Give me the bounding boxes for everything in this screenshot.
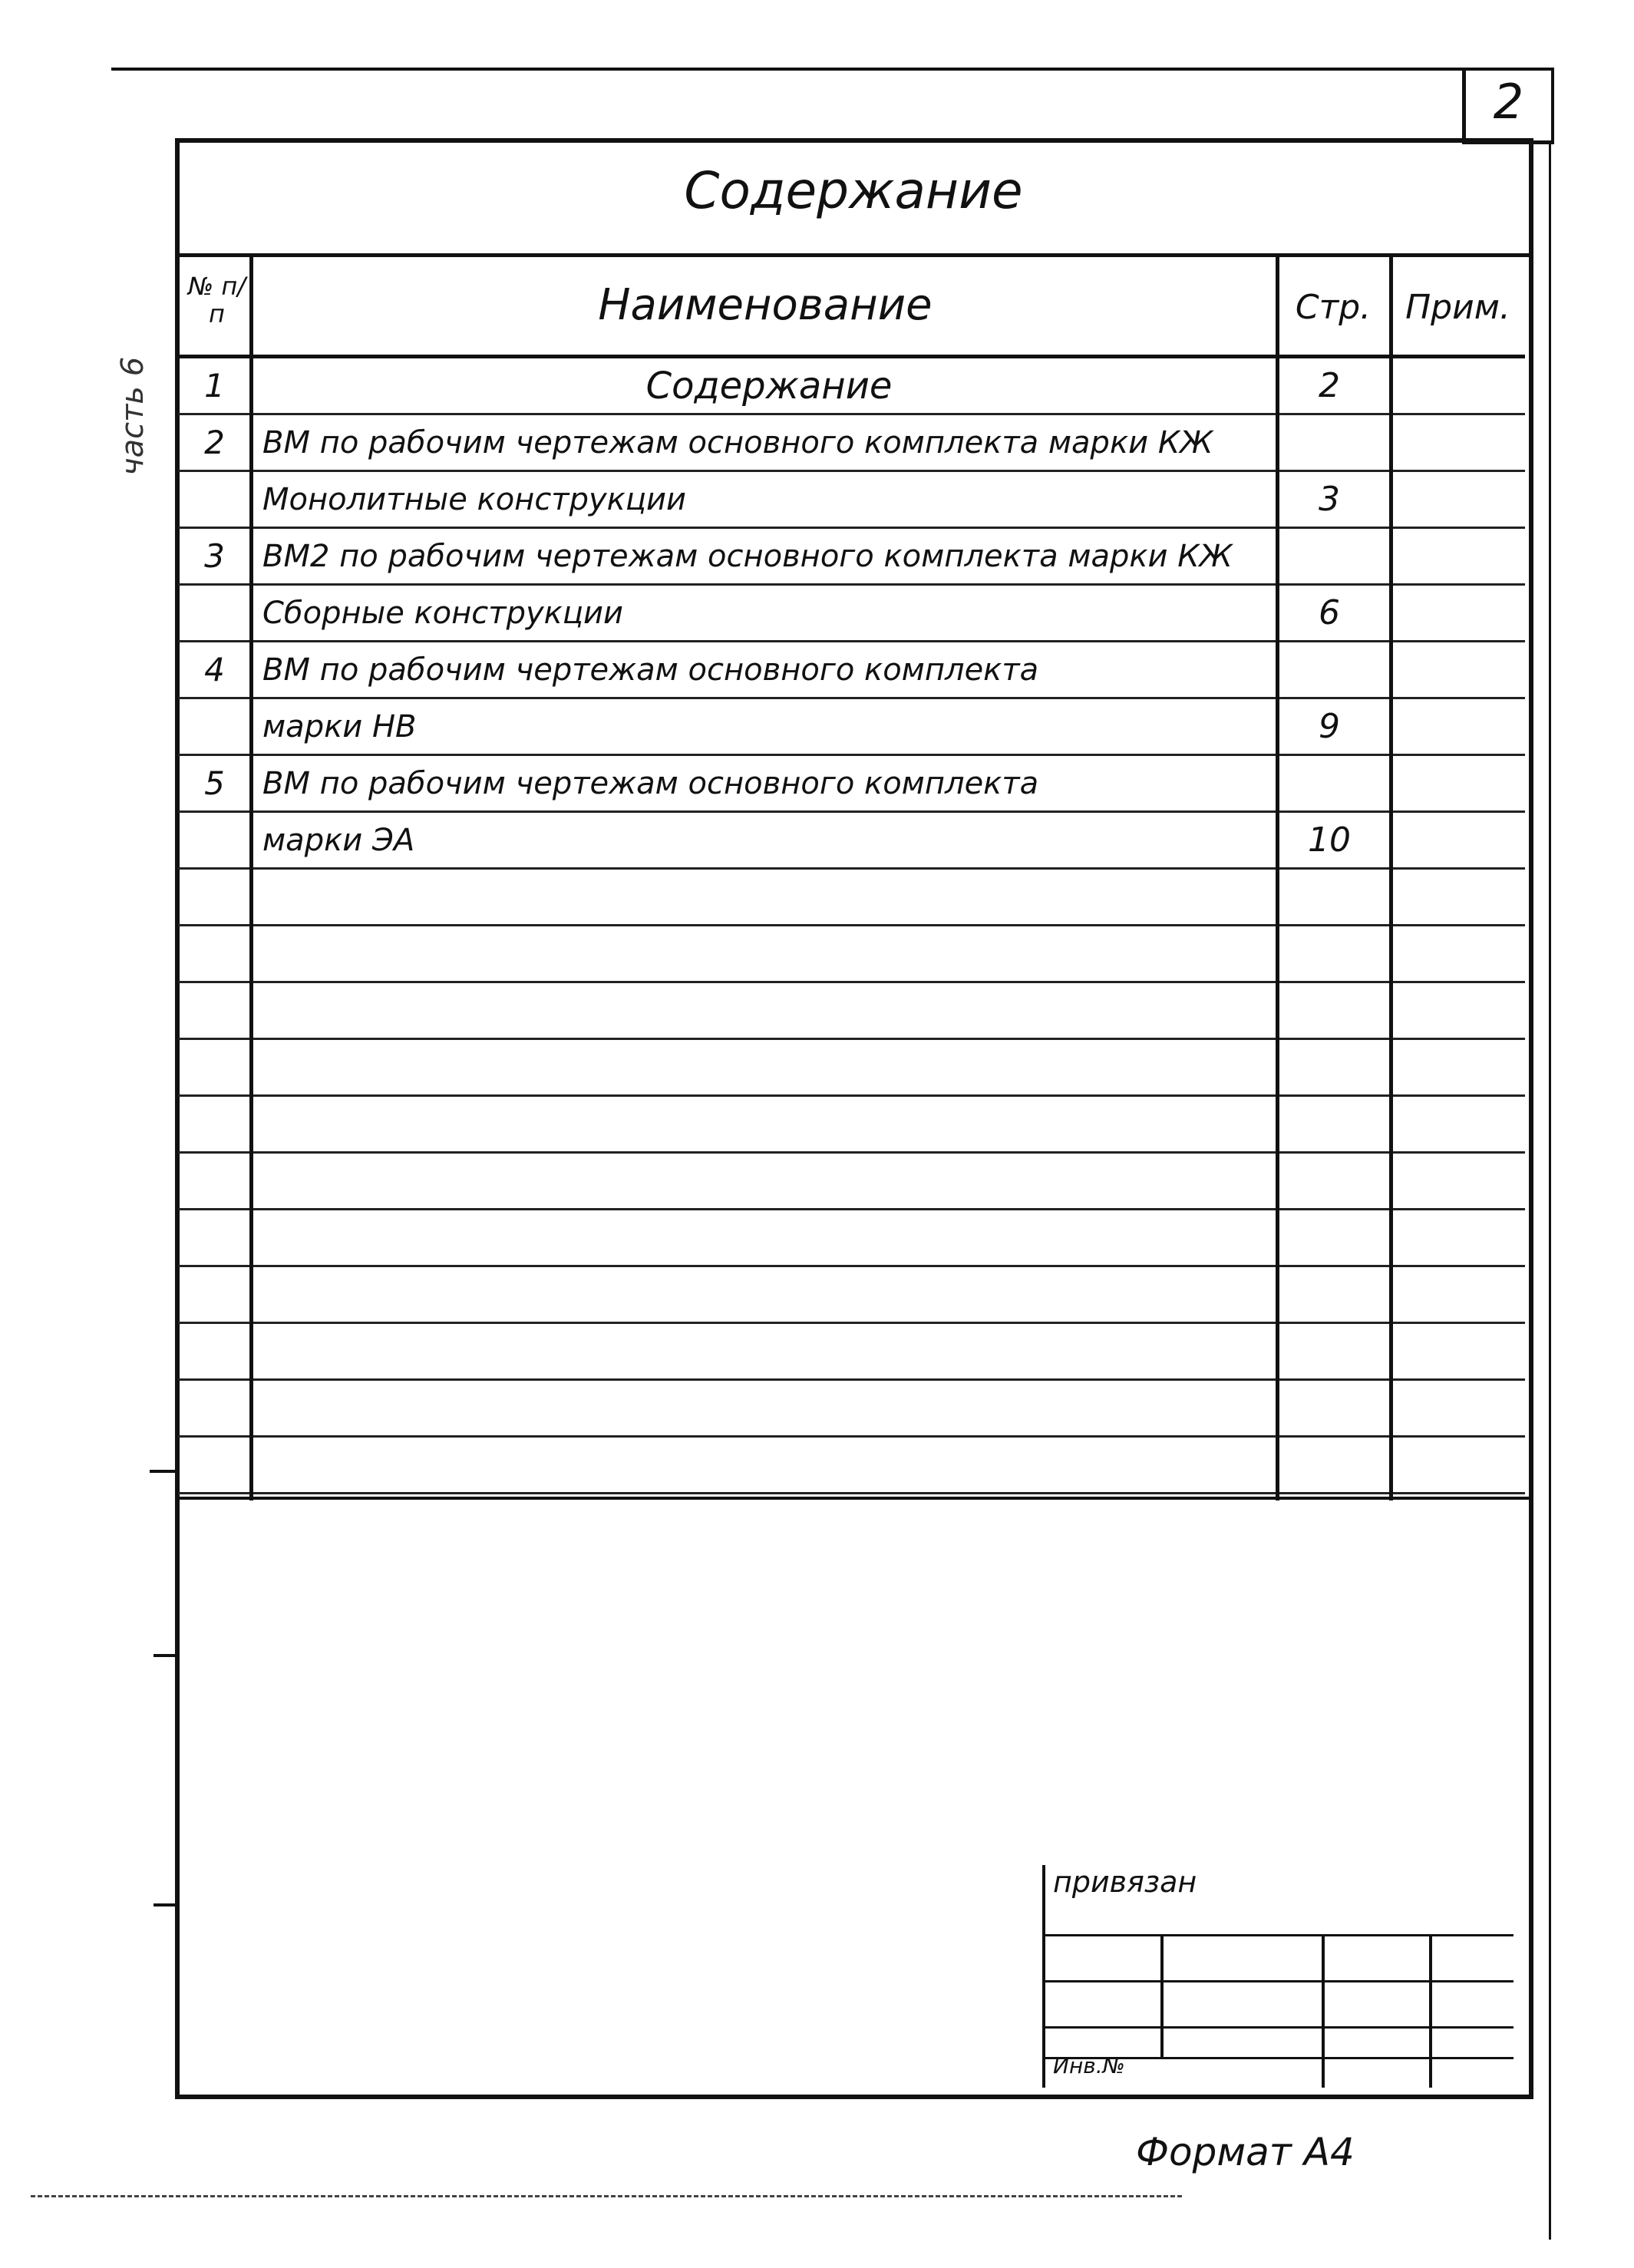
stamp-line: [1045, 2026, 1514, 2029]
empty-table-row: [178, 1154, 1525, 1210]
header-note: Прим.: [1405, 288, 1510, 327]
sheet-number-box: [1462, 68, 1554, 144]
row-number: [178, 586, 251, 640]
margin-tick: [153, 1903, 177, 1907]
row-name: марки ЭА: [262, 822, 415, 858]
row-name: Содержание: [645, 364, 893, 408]
row-name: Монолитные конструкции: [262, 481, 687, 517]
row-page: [1276, 756, 1383, 810]
row-note: [1391, 415, 1521, 470]
table-row: [178, 472, 1525, 529]
row-number: [178, 813, 251, 867]
header-name: Наименование: [598, 280, 933, 330]
empty-table-row: [178, 1210, 1525, 1267]
row-number: [178, 699, 251, 754]
row-number: [178, 472, 251, 527]
row-name: ВМ по рабочим чертежам основного комплекта: [262, 765, 1039, 801]
stamp-divider: [1429, 1934, 1432, 2088]
empty-table-row: [178, 1324, 1525, 1381]
empty-table-row: [178, 1040, 1525, 1097]
row-note: [1391, 756, 1521, 810]
table-row: [178, 756, 1525, 813]
side-label: часть 6: [115, 356, 150, 476]
col-divider-num: [249, 257, 253, 1500]
row-page: 10: [1308, 820, 1351, 860]
row-note: [1391, 642, 1521, 697]
table-row: [178, 586, 1525, 642]
table-header: [178, 257, 1525, 358]
row-note: [1391, 813, 1521, 867]
row-note: [1391, 699, 1521, 754]
header-page: Стр.: [1295, 288, 1372, 327]
row-note: [1391, 586, 1521, 640]
stamp-label-top: привязан: [1053, 1865, 1197, 1899]
stamp-line: [1045, 1934, 1514, 1936]
row-page: 2: [1319, 366, 1340, 405]
row-name: ВМ2 по рабочим чертежам основного комплекта марки КЖ: [262, 538, 1233, 574]
row-page: [1276, 529, 1383, 583]
row-number: 5: [204, 764, 225, 802]
row-page: 9: [1319, 707, 1340, 746]
row-number: 1: [204, 367, 225, 404]
right-edge-line: [1549, 144, 1551, 2240]
table-row: [178, 813, 1525, 870]
stamp-label-bottom: Инв.№: [1053, 2053, 1125, 2078]
margin-tick: [153, 1654, 177, 1657]
document-title: Содержание: [684, 161, 1023, 220]
col-divider-page: [1276, 257, 1279, 1500]
empty-table-row: [178, 1097, 1525, 1154]
row-note: [1391, 358, 1521, 413]
empty-table-row: [178, 926, 1525, 983]
row-page: [1276, 415, 1383, 470]
stamp-divider: [1322, 1934, 1325, 2088]
table-row: [178, 699, 1525, 756]
stamp-line: [1045, 1980, 1514, 1982]
table-row: [178, 415, 1525, 472]
row-number: 3: [204, 537, 225, 575]
row-note: [1391, 472, 1521, 527]
bottom-cut-line: [31, 2195, 1182, 2197]
row-name: Сборные конструкции: [262, 595, 624, 631]
row-page: [1276, 642, 1383, 697]
header-num: № п/п: [187, 272, 246, 328]
row-name: марки НВ: [262, 708, 417, 744]
row-number: 4: [204, 651, 225, 688]
row-name: ВМ по рабочим чертежам основного комплекта марки КЖ: [262, 424, 1213, 461]
row-name: ВМ по рабочим чертежам основного комплекта: [262, 652, 1039, 688]
margin-tick: [150, 1470, 177, 1473]
empty-table-row: [178, 1438, 1525, 1494]
top-border-line: [111, 68, 1554, 71]
row-number: 2: [204, 424, 225, 461]
row-note: [1391, 529, 1521, 583]
table-row: [178, 358, 1525, 415]
format-label: Формат А4: [1136, 2130, 1355, 2174]
table-row: [178, 529, 1525, 586]
empty-table-row: [178, 983, 1525, 1040]
sheet-number: 2: [1493, 74, 1524, 130]
table-bottom-line: [178, 1497, 1529, 1500]
row-page: 3: [1319, 480, 1340, 519]
col-divider-note: [1389, 257, 1393, 1500]
table-row: [178, 642, 1525, 699]
row-page: 6: [1319, 593, 1340, 632]
empty-table-row: [178, 1381, 1525, 1438]
stamp-divider: [1160, 1934, 1164, 2057]
empty-table-row: [178, 1267, 1525, 1324]
stamp-block: [1042, 1865, 1510, 2088]
empty-table-row: [178, 870, 1525, 926]
